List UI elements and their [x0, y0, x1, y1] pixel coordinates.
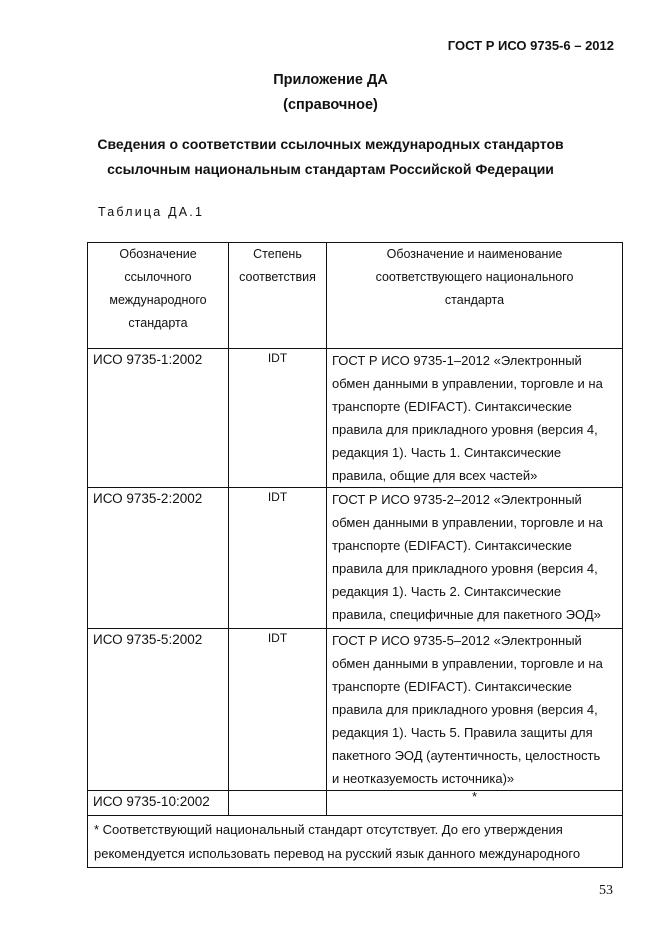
table-row: [88, 488, 623, 629]
appendix-title: Приложение ДА: [273, 72, 388, 88]
text-line: транспорте (EDIFACT). Синтаксические: [332, 538, 572, 553]
correspondence-table: [87, 242, 623, 868]
national-standard-cell: [327, 629, 623, 791]
text-line: редакция 1). Часть 5. Правила защиты для: [332, 725, 593, 740]
heading-line-2: ссылочным национальным стандартам Российской Федерации: [107, 161, 554, 177]
text-line: ГОСТ Р ИСО 9735-2–2012 «Электронный: [332, 492, 582, 507]
header-line: стандарта: [444, 293, 505, 307]
page-number: 53: [599, 883, 613, 898]
header-line: Обозначение и наименование: [386, 247, 563, 261]
text-line: редакция 1). Часть 1. Синтаксические: [332, 445, 562, 460]
text-line: ГОСТ Р ИСО 9735-5–2012 «Электронный: [332, 633, 582, 648]
header-line: ссылочного: [124, 270, 192, 284]
text-line: транспорте (EDIFACT). Синтаксические: [332, 399, 572, 414]
degree-cell: [229, 791, 327, 816]
heading-line-1: Сведения о соответствии ссылочных международных стандартов: [97, 136, 564, 152]
ref-standard-cell: ИСО 9735-5:2002: [88, 629, 229, 791]
header-international: [88, 243, 229, 349]
footnote-row: [88, 816, 623, 868]
text-line: обмен данными в управлении, торговле и на: [332, 376, 603, 391]
ref-standard-cell: ИСО 9735-10:2002: [88, 791, 229, 816]
text-line: правила для прикладного уровня (версия 4,: [332, 422, 598, 437]
header-line: соответствия: [239, 270, 316, 284]
text-line: правила для прикладного уровня (версия 4,: [332, 702, 598, 717]
degree-cell: IDT: [229, 488, 327, 629]
table-row: [88, 791, 623, 816]
text-line: обмен данными в управлении, торговле и на: [332, 515, 603, 530]
header-line: стандарта: [128, 316, 188, 330]
footnote-line: * Соответствующий национальный стандарт отсутствует. До его утверждения: [94, 822, 563, 837]
national-standard-cell: [327, 791, 623, 816]
table-label: Таблица ДА.1: [98, 205, 205, 219]
text-line: правила, специфичные для пакетного ЭОД»: [332, 607, 601, 622]
text-line: пакетного ЭОД (аутентичность, целостность: [332, 748, 601, 763]
table-row: [88, 349, 623, 488]
degree-cell: IDT: [229, 629, 327, 791]
header-national: [327, 243, 623, 349]
degree-cell: IDT: [229, 349, 327, 488]
header-line: Степень: [253, 247, 302, 261]
text-line: правила для прикладного уровня (версия 4,: [332, 561, 598, 576]
header-line: соответствующего национального: [375, 270, 574, 284]
absence-asterisk: *: [471, 789, 478, 804]
text-line: редакция 1). Часть 2. Синтаксические: [332, 584, 562, 599]
text-line: обмен данными в управлении, торговле и на: [332, 656, 603, 671]
national-standard-cell: [327, 488, 623, 629]
document-code: ГОСТ Р ИСО 9735-6 – 2012: [447, 38, 614, 53]
header-line: международного: [109, 293, 207, 307]
text-line: ГОСТ Р ИСО 9735-1–2012 «Электронный: [332, 353, 582, 368]
ref-standard-cell: ИСО 9735-1:2002: [88, 349, 229, 488]
footnote-cell: [88, 816, 623, 868]
text-line: и неотказуемость источника)»: [332, 771, 515, 786]
footnote-line: рекомендуется использовать перевод на русский язык данного международного: [94, 846, 581, 861]
ref-standard-cell: ИСО 9735-2:2002: [88, 488, 229, 629]
text-line: правила, общие для всех частей»: [332, 468, 538, 483]
header-line: Обозначение: [119, 247, 197, 261]
national-standard-cell: [327, 349, 623, 488]
header-degree: [229, 243, 327, 349]
table-header-row: [88, 243, 623, 349]
table-row: [88, 629, 623, 791]
text-line: транспорте (EDIFACT). Синтаксические: [332, 679, 572, 694]
appendix-subtitle: (справочное): [283, 97, 378, 113]
